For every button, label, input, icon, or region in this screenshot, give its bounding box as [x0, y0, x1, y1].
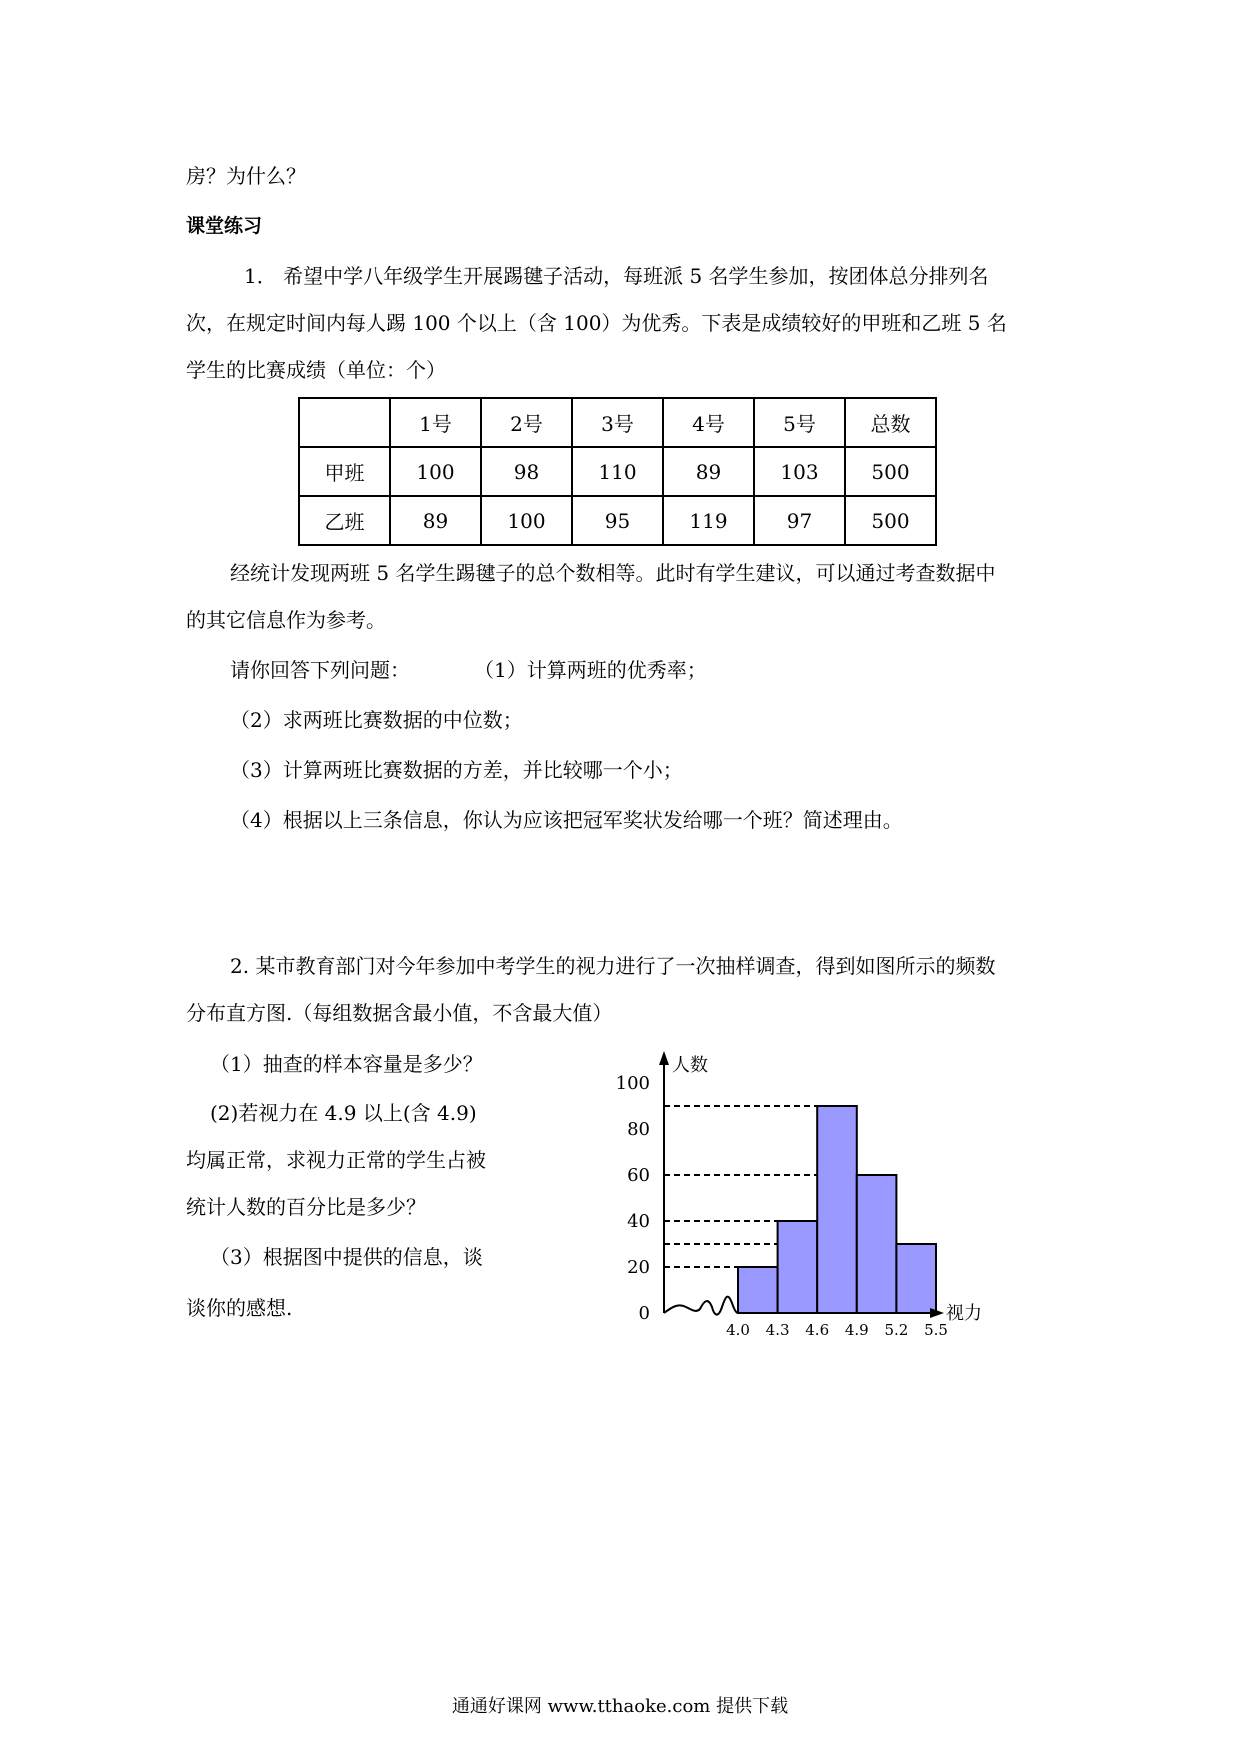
q1-sub4: （4）根据以上三条信息，你认为应该把冠军奖状发给哪一个班？简述理由。 [230, 808, 903, 832]
table-cell: 103 [754, 447, 845, 496]
vision-histogram [600, 1045, 1020, 1345]
table-cell: 89 [390, 496, 481, 545]
table-cell: 97 [754, 496, 845, 545]
histogram-bar [778, 1221, 818, 1313]
table-cell: 95 [572, 496, 663, 545]
y-tick-label: 0 [638, 1303, 650, 1324]
top-fragment: 房？为什么？ [186, 164, 306, 188]
histogram-bar [817, 1106, 857, 1313]
y-axis-label: 人数 [672, 1055, 708, 1076]
table-cell: 甲班 [299, 447, 390, 496]
table-cell: 100 [390, 447, 481, 496]
q1-prompt: 请你回答下列问题： [230, 658, 410, 682]
table-cell: 100 [481, 496, 572, 545]
histogram-bar [857, 1175, 897, 1313]
q1-after1: 经统计发现两班 5 名学生踢毽子的总个数相等。此时有学生建议，可以通过考查数据中 [230, 561, 996, 585]
table-cell: 3号 [572, 398, 663, 447]
y-tick-label: 20 [627, 1257, 650, 1278]
table-cell: 98 [481, 447, 572, 496]
q2-sub2b: 均属正常，求视力正常的学生占被 [186, 1148, 486, 1172]
table-cell: 110 [572, 447, 663, 496]
section-title: 课堂练习 [186, 215, 263, 237]
histogram-bar [738, 1267, 778, 1313]
table-cell: 500 [845, 447, 936, 496]
x-tick-label: 4.9 [844, 1321, 869, 1339]
q2-sub1: （1）抽查的样本容量是多少？ [210, 1052, 483, 1076]
x-tick-label: 4.3 [765, 1321, 790, 1339]
table-cell: 2号 [481, 398, 572, 447]
table-row [299, 447, 936, 496]
x-tick-label: 5.2 [884, 1321, 909, 1339]
table-cell: 乙班 [299, 496, 390, 545]
q2-line1: 2. 某市教育部门对今年参加中考学生的视力进行了一次抽样调查，得到如图所示的频数 [230, 954, 996, 978]
table-cell [299, 398, 390, 447]
y-tick-label: 60 [627, 1165, 650, 1186]
x-axis-label: 视力 [946, 1303, 982, 1324]
q2-sub2a: (2)若视力在 4.9 以上(含 4.9) [210, 1101, 477, 1125]
x-axis-arrow [930, 1308, 944, 1318]
q1-sub1: （1）计算两班的优秀率； [474, 658, 707, 682]
x-tick-label: 4.0 [726, 1321, 750, 1339]
q1-after2: 的其它信息作为参考。 [186, 608, 386, 632]
y-tick-label: 80 [627, 1119, 650, 1140]
q2-sub3b: 谈你的感想. [186, 1296, 293, 1320]
table-cell: 4号 [663, 398, 754, 447]
table-cell: 总数 [845, 398, 936, 447]
table-row [299, 496, 936, 545]
y-tick-label: 100 [615, 1073, 650, 1094]
x-tick-label: 4.6 [805, 1321, 830, 1339]
chart-bars [738, 1106, 936, 1313]
x-tick-label: 5.5 [924, 1321, 948, 1339]
scores-table [298, 397, 937, 546]
q1-sub2: （2）求两班比赛数据的中位数； [230, 708, 523, 732]
y-axis-arrow [659, 1051, 669, 1065]
q1-line2: 次，在规定时间内每人踢 100 个以上（含 100）为优秀。下表是成绩较好的甲班和乙班 5 名 [186, 311, 1007, 335]
table-header-row [299, 398, 936, 447]
q2-sub2c: 统计人数的百分比是多少？ [186, 1195, 426, 1219]
q2-sub3a: （3）根据图中提供的信息，谈 [210, 1245, 483, 1269]
table-cell: 119 [663, 496, 754, 545]
table-cell: 1号 [390, 398, 481, 447]
q2-line2: 分布直方图.（每组数据含最小值，不含最大值） [186, 1001, 613, 1025]
q1-line3: 学生的比赛成绩（单位：个） [186, 358, 446, 382]
q1-sub3: （3）计算两班比赛数据的方差，并比较哪一个小； [230, 758, 683, 782]
footer: 通通好课网 www.tthaoke.com 提供下载 [451, 1696, 789, 1717]
q1-line1: 1． 希望中学八年级学生开展踢毽子活动，每班派 5 名学生参加，按团体总分排列名 [244, 264, 989, 288]
axis-break-icon [664, 1297, 738, 1315]
table-cell: 500 [845, 496, 936, 545]
table-cell: 5号 [754, 398, 845, 447]
table-cell: 89 [663, 447, 754, 496]
y-tick-label: 40 [627, 1211, 650, 1232]
histogram-bar [896, 1244, 936, 1313]
